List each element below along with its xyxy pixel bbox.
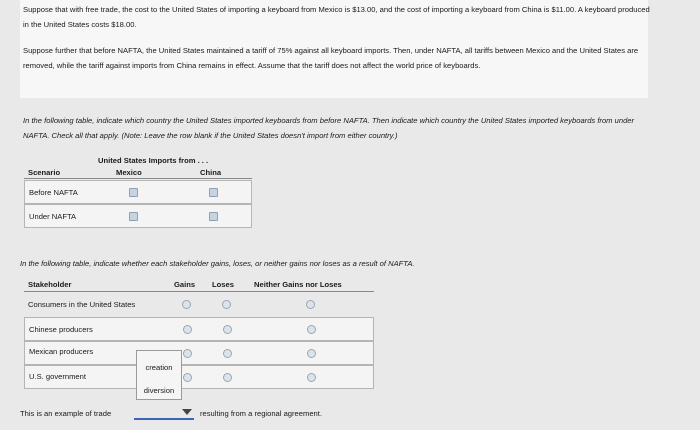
consumers-loses-radio[interactable] <box>222 300 231 309</box>
col-stakeholder: Stakeholder <box>28 280 72 289</box>
table-row-consumers <box>24 293 374 315</box>
row-label: Mexican producers <box>29 347 94 356</box>
row-label: Under NAFTA <box>29 212 77 221</box>
government-neither-radio[interactable] <box>307 373 316 382</box>
before-nafta-china-checkbox[interactable] <box>209 188 218 197</box>
government-loses-radio[interactable] <box>223 373 232 382</box>
col-scenario: Scenario <box>28 168 61 177</box>
chevron-down-icon <box>182 409 192 415</box>
final-prefix: This is an example of trade <box>20 409 112 418</box>
government-gains-radio[interactable] <box>183 373 192 382</box>
col-neither: Neither Gains nor Loses <box>254 280 342 289</box>
trade-type-select[interactable] <box>134 408 194 420</box>
col-gains: Gains <box>174 280 196 289</box>
table-row-chinese-producers <box>24 317 374 341</box>
consumers-gains-radio[interactable] <box>182 300 191 309</box>
option-creation[interactable]: creation <box>145 363 173 372</box>
chinese-gains-radio[interactable] <box>183 325 192 334</box>
mexican-neither-radio[interactable] <box>307 349 316 358</box>
before-nafta-mexico-checkbox[interactable] <box>129 188 138 197</box>
col-loses: Loses <box>212 280 234 289</box>
trade-dropdown-list <box>136 350 182 400</box>
imports-table <box>24 154 252 230</box>
table2-instructions: In the following table, indicate whether each stakeholder gains, loses, or neither gains nor loses as a result of NAFTA. <box>20 259 415 268</box>
imports-group-header: United States Imports from . . . <box>98 156 209 165</box>
header-divider <box>24 291 374 292</box>
col-china: China <box>200 168 222 177</box>
chinese-neither-radio[interactable] <box>307 325 316 334</box>
under-nafta-mexico-checkbox[interactable] <box>129 212 138 221</box>
stakeholder-table <box>24 276 374 392</box>
option-diversion[interactable]: diversion <box>143 386 175 395</box>
chinese-loses-radio[interactable] <box>223 325 232 334</box>
col-mexico: Mexico <box>116 168 142 177</box>
mexican-gains-radio[interactable] <box>183 349 192 358</box>
final-suffix: resulting from a regional agreement. <box>200 409 322 418</box>
header-divider <box>24 178 252 179</box>
table-row-before-nafta <box>24 180 252 204</box>
table1-instructions: In the following table, indicate which country the United States imported keyboards from before NAFTA. Then indicate which country the United States imported keyboards from under NAFTA. Check all that apply. (Note: Leave the row blank if the United States doesn't import from either country.) <box>23 116 635 140</box>
mexican-loses-radio[interactable] <box>223 349 232 358</box>
table-row-mexican-producers <box>24 341 374 365</box>
table-row-us-government <box>24 365 374 389</box>
under-nafta-china-checkbox[interactable] <box>209 212 218 221</box>
row-label: Before NAFTA <box>29 188 78 197</box>
intro-paragraph-1: Suppose that with free trade, the cost to the United States of importing a keyboard from Mexico is $13.00, and the cost of importing a keyboard from China is $11.00. A keyboard produced in the United States costs $18.00. <box>23 5 650 29</box>
row-label: U.S. government <box>29 372 86 381</box>
row-label: Consumers in the United States <box>28 300 136 309</box>
intro-paragraph-2: Suppose further that before NAFTA, the United States maintained a tariff of 75% against all keyboard imports. Then, under NAFTA, all tariffs between Mexico and the United States are removed, while the tariff against imports from China remains in effect. Assume that the tariff does not affect the world price of keyboards. <box>23 46 639 70</box>
row-label: Chinese producers <box>29 325 93 334</box>
table-row-under-nafta <box>24 204 252 228</box>
consumers-neither-radio[interactable] <box>306 300 315 309</box>
